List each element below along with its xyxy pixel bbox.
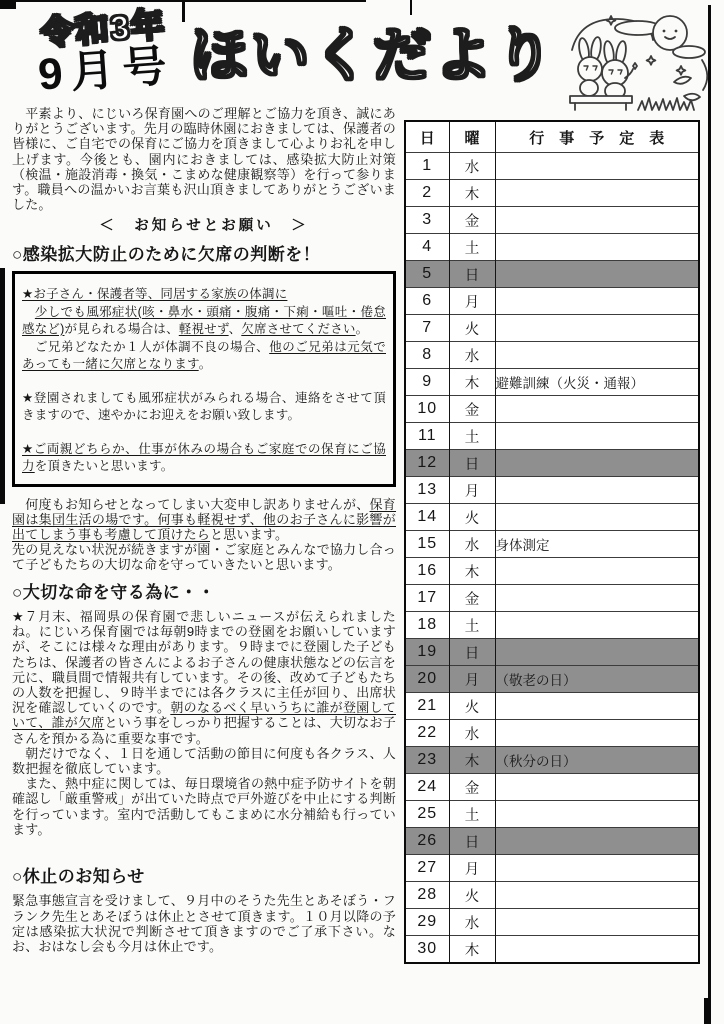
flower-icon xyxy=(633,63,637,69)
calendar-cell-day: 18 xyxy=(405,612,449,639)
calendar-cell-wd: 水 xyxy=(449,720,495,747)
star-icon xyxy=(647,56,656,65)
bench-leg-icon xyxy=(575,103,626,110)
calendar-cell-wd: 金 xyxy=(449,396,495,423)
protect-life-paragraph-2: 朝だけでなく、１日を通して活動の節目に何度も各クラス、人数把握を徹底しています。 xyxy=(12,745,396,776)
newsletter-title: ほいくだより xyxy=(190,23,557,88)
calendar-cell-ev xyxy=(495,504,699,531)
calendar-row xyxy=(405,315,699,342)
calendar-row xyxy=(405,504,699,531)
calendar-cell-day: 20 xyxy=(405,666,449,693)
calendar-row xyxy=(405,180,699,207)
calendar-row xyxy=(405,720,699,747)
calendar-cell-day: 25 xyxy=(405,801,449,828)
absence-notice-box xyxy=(12,271,396,487)
calendar-cell-day: 5 xyxy=(405,261,449,288)
calendar-row xyxy=(405,396,699,423)
calendar-cell-ev xyxy=(495,585,699,612)
calendar-cell-ev xyxy=(495,423,699,450)
calendar-cell-day: 22 xyxy=(405,720,449,747)
calendar-row xyxy=(405,531,699,558)
protect-life-paragraph-3: また、熱中症に関しては、毎日環境省の熱中症予防サイトを朝確認し「厳重警戒」が出ていた時点で戸外遊びを中止にする判断を行っています。室内で活動してもこまめに水分補給も行っています。 xyxy=(12,776,396,837)
calendar-cell-ev xyxy=(495,855,699,882)
rabbit-icon-right xyxy=(602,40,637,99)
calendar-cell-day: 7 xyxy=(405,315,449,342)
calendar-row xyxy=(405,774,699,801)
schedule-header-row xyxy=(405,121,699,153)
calendar-cell-ev xyxy=(495,396,699,423)
calendar-body xyxy=(405,153,699,964)
calendar-row xyxy=(405,666,699,693)
calendar-cell-wd: 月 xyxy=(449,288,495,315)
issue-year: 令和3年 xyxy=(39,5,168,52)
calendar-cell-wd: 水 xyxy=(449,153,495,180)
calendar-row xyxy=(405,288,699,315)
bench-icon xyxy=(570,96,632,103)
calendar-row xyxy=(405,855,699,882)
calendar-cell-day: 24 xyxy=(405,774,449,801)
calendar-cell-ev xyxy=(495,828,699,855)
column-header-events: 行 事 予 定 表 xyxy=(495,121,699,153)
calendar-cell-wd: 日 xyxy=(449,450,495,477)
scan-artifact-left-edge xyxy=(0,268,5,504)
issue-box xyxy=(17,6,192,98)
calendar-cell-wd: 金 xyxy=(449,207,495,234)
calendar-cell-wd: 日 xyxy=(449,261,495,288)
moon-icon xyxy=(653,16,687,50)
calendar-row xyxy=(405,153,699,180)
calendar-cell-wd: 土 xyxy=(449,612,495,639)
calendar-cell-day: 6 xyxy=(405,288,449,315)
calendar-cell-ev xyxy=(495,342,699,369)
calendar-cell-day: 4 xyxy=(405,234,449,261)
calendar-cell-wd: 火 xyxy=(449,882,495,909)
calendar-cell-day: 3 xyxy=(405,207,449,234)
calendar-row xyxy=(405,801,699,828)
section-heading-suspension: ○休止のお知らせ xyxy=(12,866,145,886)
calendar-cell-ev xyxy=(495,234,699,261)
calendar-cell-wd: 火 xyxy=(449,693,495,720)
calendar-cell-ev: 避難訓練（火災・通報） xyxy=(495,369,699,396)
calendar-cell-day: 27 xyxy=(405,855,449,882)
calendar-cell-day: 21 xyxy=(405,693,449,720)
after-box-paragraph: 何度もお知らせとなってしまい大変申し訳ありませんが、保育園は集団生活の場です。何事も軽視せず、他のお子さんに影響が出てしまう事も考慮して頂けたらと思います。 先の見えない状況が続きますが園・ご家庭とみんなで協力し合って子どもたちの大切な命を守っていきたいと思います。 xyxy=(12,496,397,573)
event-schedule-table xyxy=(404,120,700,964)
intro-paragraph: 平素より、にじいろ保育園へのご理解とご協力を頂き、誠にありがとうございます。先月の臨時休園におきましては、保護者の皆様に、ご自宅での保育にご協力を頂きまして心よりお礼を申し上げます。今後とも、園内におきましては、感染拡大防止対策（検温・施設消毒・換気・こまめな健康観察等）を行って参ります。職員への温かいお言葉も沢山頂きましてありがとうございました。 xyxy=(12,106,396,213)
calendar-cell-ev xyxy=(495,720,699,747)
calendar-row xyxy=(405,936,699,964)
calendar-cell-ev xyxy=(495,153,699,180)
calendar-cell-day: 28 xyxy=(405,882,449,909)
grass-icon xyxy=(638,98,694,110)
calendar-cell-wd: 木 xyxy=(449,747,495,774)
calendar-cell-wd: 火 xyxy=(449,504,495,531)
calendar-row xyxy=(405,369,699,396)
calendar-cell-day: 12 xyxy=(405,450,449,477)
scan-artifact-right-edge xyxy=(708,5,711,1020)
calendar-cell-ev xyxy=(495,909,699,936)
star-icon xyxy=(677,66,686,75)
moon-eye-icon xyxy=(675,30,678,33)
calendar-row xyxy=(405,747,699,774)
calendar-cell-ev: （敬老の日） xyxy=(495,666,699,693)
calendar-cell-wd: 月 xyxy=(449,855,495,882)
section-heading-absence: ○感染拡大防止のために欠席の判断を！ xyxy=(12,244,321,264)
calendar-cell-day: 30 xyxy=(405,936,449,964)
calendar-cell-ev xyxy=(495,936,699,964)
calendar-cell-wd: 土 xyxy=(449,801,495,828)
calendar-row xyxy=(405,342,699,369)
calendar-row xyxy=(405,261,699,288)
notice-box-item: ★登園されましても風邪症状がみられる場合、連絡をさせて頂きますので、速やかにお迎えをお願い致します。 xyxy=(22,390,386,423)
calendar-row xyxy=(405,612,699,639)
moon-viewing-illustration xyxy=(556,6,714,114)
column-header-weekday: 曜 xyxy=(449,121,495,153)
notice-banner: ＜ お知らせとお願い ＞ xyxy=(99,218,309,235)
moon-eye-icon xyxy=(663,30,666,33)
calendar-cell-ev xyxy=(495,801,699,828)
calendar-cell-wd: 木 xyxy=(449,936,495,964)
calendar-cell-day: 13 xyxy=(405,477,449,504)
calendar-row xyxy=(405,234,699,261)
calendar-cell-day: 8 xyxy=(405,342,449,369)
calendar-row xyxy=(405,423,699,450)
calendar-row xyxy=(405,693,699,720)
calendar-cell-day: 19 xyxy=(405,639,449,666)
calendar-cell-wd: 金 xyxy=(449,774,495,801)
scan-artifact-corner xyxy=(0,0,16,9)
calendar-cell-ev xyxy=(495,774,699,801)
column-header-day: 日 xyxy=(405,121,449,153)
calendar-cell-wd: 水 xyxy=(449,909,495,936)
calendar-cell-day: 14 xyxy=(405,504,449,531)
calendar-cell-ev xyxy=(495,450,699,477)
calendar-cell-day: 9 xyxy=(405,369,449,396)
section-heading-protect-life: ○大切な命を守る為に・・ xyxy=(12,582,216,602)
calendar-cell-wd: 月 xyxy=(449,666,495,693)
calendar-cell-day: 1 xyxy=(405,153,449,180)
calendar-row xyxy=(405,450,699,477)
calendar-cell-day: 2 xyxy=(405,180,449,207)
calendar-cell-day: 11 xyxy=(405,423,449,450)
calendar-cell-wd: 土 xyxy=(449,423,495,450)
leaf-icon xyxy=(684,94,700,101)
calendar-row xyxy=(405,558,699,585)
star-icon xyxy=(607,16,616,25)
scan-artifact-right-foot xyxy=(704,998,711,1024)
calendar-row xyxy=(405,828,699,855)
leaf-icon xyxy=(674,77,691,84)
calendar-cell-ev xyxy=(495,261,699,288)
left-column xyxy=(12,106,396,954)
calendar-cell-wd: 木 xyxy=(449,180,495,207)
calendar-cell-day: 10 xyxy=(405,396,449,423)
calendar-cell-wd: 月 xyxy=(449,477,495,504)
calendar-cell-ev xyxy=(495,639,699,666)
calendar-cell-wd: 土 xyxy=(449,234,495,261)
calendar-cell-ev xyxy=(495,882,699,909)
right-column xyxy=(404,120,700,964)
calendar-cell-ev xyxy=(495,180,699,207)
calendar-cell-wd: 木 xyxy=(449,369,495,396)
calendar-cell-ev: 身体測定 xyxy=(495,531,699,558)
calendar-cell-day: 17 xyxy=(405,585,449,612)
protect-life-paragraph-1: ★７月末、福岡県の保育園で悲しいニュースが伝えられましたね。にじいろ保育園では毎朝9時までの登園をお願いしていますが、そこには様々な理由があります。９時までに登園した子どもたちは、保護者の皆さんによるお子さんの健康状態などの伝言を元に、職員間で情報共有しています。その後、改めて子どもたちの人数を把握し、９時半までには各クラスに主任が回り、出席状況を確認していくのです。朝のなるべく早いうちに誰が登園していて、誰が欠席という事をしっかり把握することは、大切なお子さんを預かる為に重要な事です。 xyxy=(12,608,397,746)
calendar-row xyxy=(405,477,699,504)
notice-box-item: ★ご両親どちらか、仕事が休みの場合もご家庭での保育にご協力を頂きたいと思います。 xyxy=(22,441,386,474)
calendar-cell-wd: 火 xyxy=(449,315,495,342)
calendar-cell-ev xyxy=(495,693,699,720)
calendar-cell-day: 15 xyxy=(405,531,449,558)
cloud-swirl-icon xyxy=(702,60,707,90)
calendar-cell-wd: 木 xyxy=(449,558,495,585)
calendar-cell-ev xyxy=(495,315,699,342)
calendar-cell-day: 26 xyxy=(405,828,449,855)
calendar-cell-day: 23 xyxy=(405,747,449,774)
calendar-row xyxy=(405,585,699,612)
calendar-cell-ev xyxy=(495,477,699,504)
calendar-row xyxy=(405,639,699,666)
calendar-cell-wd: 金 xyxy=(449,585,495,612)
calendar-row xyxy=(405,909,699,936)
calendar-cell-day: 16 xyxy=(405,558,449,585)
suspension-paragraph: 緊急事態宣言を受けまして、９月中のそうた先生とあそぼう・フランク先生とあそぼうは休止とさせて頂きます。１０月以降の予定は感染拡大状況で判断させて頂きますのでご了承下さい。なお、おはなし会も今月は休止です。 xyxy=(12,893,396,954)
calendar-cell-wd: 水 xyxy=(449,531,495,558)
calendar-cell-ev xyxy=(495,288,699,315)
calendar-row xyxy=(405,207,699,234)
notice-box-item: ★お子さん・保護者等、同居する家族の体調に 少しでも風邪症状(咳・鼻水・頭痛・腹痛・下痢・嘔吐・倦怠感など)が見られる場合は、軽視せず、欠席させてください。 ご兄弟どなたか１人が体調不良の場合、他のご兄弟は元気であっても一緒に欠席となります。 xyxy=(22,287,387,372)
calendar-cell-wd: 水 xyxy=(449,342,495,369)
calendar-cell-ev xyxy=(495,558,699,585)
calendar-cell-ev: （秋分の日） xyxy=(495,747,699,774)
rabbit-icon-left xyxy=(577,36,602,96)
calendar-cell-wd: 日 xyxy=(449,828,495,855)
issue-month: 9月号 xyxy=(36,40,177,100)
calendar-cell-day: 29 xyxy=(405,909,449,936)
scan-artifact-tick xyxy=(410,0,412,15)
calendar-cell-ev xyxy=(495,612,699,639)
cloud-icon xyxy=(673,46,705,58)
calendar-row xyxy=(405,882,699,909)
calendar-cell-wd: 日 xyxy=(449,639,495,666)
calendar-cell-ev xyxy=(495,207,699,234)
